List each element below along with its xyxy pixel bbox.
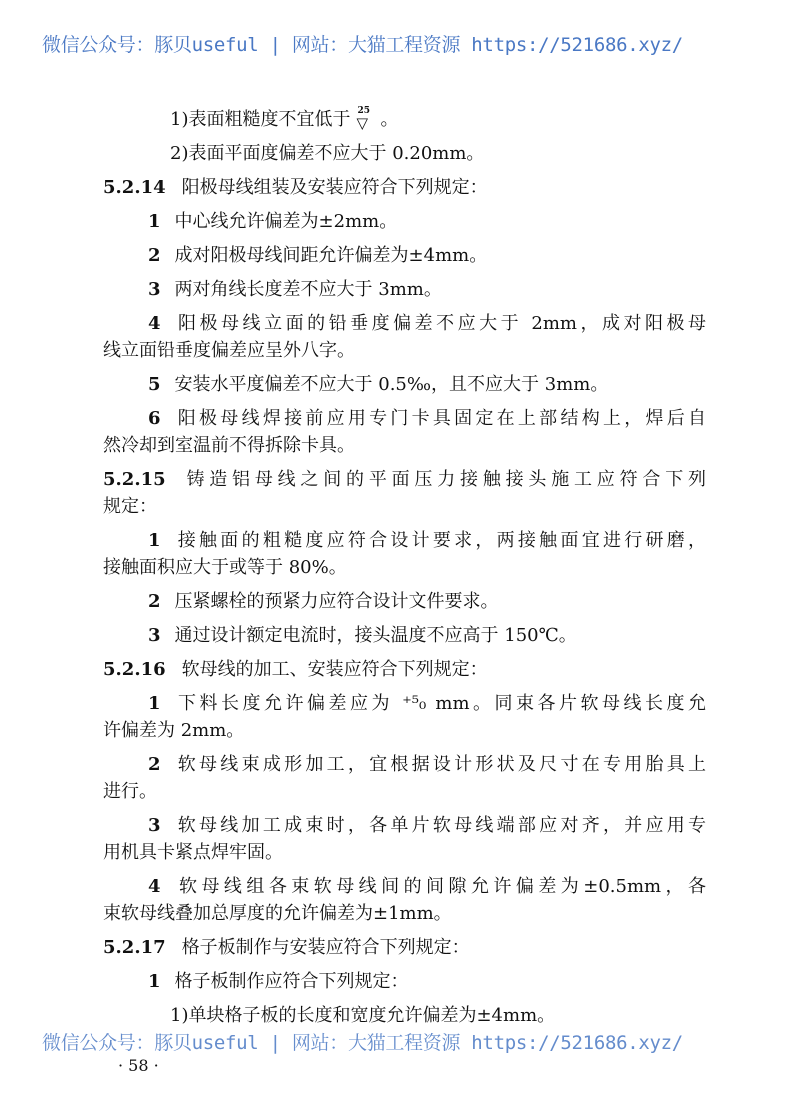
line-text: 压紧螺栓的预紧力应符合设计文件要求。 <box>174 591 499 612</box>
item-number: 2 <box>148 754 161 775</box>
sub-item <box>103 1002 706 1029</box>
document-body <box>103 106 706 1036</box>
line-text: 1)单块格子板的长度和宽度允许偏差为±4mm。 <box>170 1005 556 1026</box>
text-line <box>103 873 706 900</box>
roughness-value: 25 <box>357 106 371 116</box>
text-line <box>103 371 706 398</box>
clause-item <box>103 276 706 303</box>
line-text: 两对角线长度差不应大于 3mm。 <box>174 279 442 300</box>
line-text: 铸造铝母线之间的平面压力接触接头施工应符合下列 <box>181 469 706 490</box>
line-text: 中心线允许偏差为±2mm。 <box>174 211 398 232</box>
text-line <box>103 242 706 269</box>
text-line <box>103 690 706 717</box>
section-clause <box>103 174 706 201</box>
item-number: 3 <box>148 279 161 300</box>
line-text: 2)表面平面度偏差不应大于 0.20mm。 <box>170 143 485 164</box>
watermark-bottom: 微信公众号：豚贝useful | 网站：大猫工程资源 https://521686.xyz/ <box>42 1032 683 1054</box>
line-text: 接触面的粗糙度应符合设计要求，两接触面宜进行研磨， <box>174 530 706 551</box>
clause-item <box>103 588 706 615</box>
section-number: 5.2.17 <box>103 937 166 958</box>
text-line <box>103 968 706 995</box>
text-line <box>103 622 706 649</box>
text-line <box>103 934 706 961</box>
clause-item <box>103 622 706 649</box>
clause-item <box>103 310 706 364</box>
text-line <box>103 839 706 866</box>
text-line <box>103 405 706 432</box>
line-text: 阳极母线组装及安装应符合下列规定： <box>181 177 488 198</box>
line-text: 格子板制作与安装应符合下列规定： <box>181 937 470 958</box>
item-number: 3 <box>148 815 161 836</box>
roughness-symbol-icon <box>356 107 374 133</box>
watermark-top: 微信公众号：豚贝useful | 网站：大猫工程资源 https://521686.xyz/ <box>42 34 683 56</box>
text-line <box>103 208 706 235</box>
line-text: 线立面铅垂度偏差应呈外八字。 <box>103 340 355 361</box>
item-number: 5 <box>148 374 161 395</box>
text-line <box>103 432 706 459</box>
line-text: 进行。 <box>103 781 157 802</box>
line-text: 然冷却到室温前不得拆除卡具。 <box>103 435 355 456</box>
text-line <box>103 276 706 303</box>
line-text: 成对阳极母线间距允许偏差为±4mm。 <box>174 245 488 266</box>
sub-item <box>103 140 706 167</box>
item-number: 1 <box>148 971 161 992</box>
page-number: · 58 · <box>118 1056 159 1075</box>
line-text: 束软母线叠加总厚度的允许偏差为±1mm。 <box>103 903 452 924</box>
item-number: 2 <box>148 245 161 266</box>
section-clause <box>103 656 706 683</box>
item-number: 4 <box>148 313 161 334</box>
text-line <box>103 493 706 520</box>
line-text: 安装水平度偏差不应大于 0.5‰，且不应大于 3mm。 <box>174 374 609 395</box>
text-line <box>103 900 706 927</box>
text-line <box>103 106 706 133</box>
clause-item <box>103 208 706 235</box>
clause-item <box>103 873 706 927</box>
line-text: 接触面积应大于或等于 80%。 <box>103 557 347 578</box>
line-text: 1)表面粗糙度不宜低于 <box>170 109 351 130</box>
clause-item <box>103 968 706 995</box>
text-line <box>103 337 706 364</box>
line-tail: 。 <box>380 109 399 130</box>
triangle-icon: ▽ <box>356 114 369 132</box>
clause-item <box>103 371 706 398</box>
item-number: 2 <box>148 591 161 612</box>
line-text: 软母线束成形加工，宜根据设计形状及尺寸在专用胎具上 <box>174 754 706 775</box>
line-text: 用机具卡紧点焊牢固。 <box>103 842 283 863</box>
line-text: 格子板制作应符合下列规定： <box>174 971 409 992</box>
section-number: 5.2.14 <box>103 177 166 198</box>
line-text: 规定： <box>103 496 157 517</box>
item-number: 1 <box>148 693 161 714</box>
text-line <box>103 812 706 839</box>
clause-item <box>103 405 706 459</box>
sub-item <box>103 106 706 133</box>
text-line <box>103 174 706 201</box>
text-line <box>103 588 706 615</box>
line-text: 软母线的加工、安装应符合下列规定： <box>181 659 488 680</box>
clause-item <box>103 751 706 805</box>
text-line <box>103 466 706 493</box>
clause-item <box>103 527 706 581</box>
item-number: 4 <box>148 876 161 897</box>
line-text: 许偏差为 2mm。 <box>103 720 245 741</box>
line-text: 阳极母线焊接前应用专门卡具固定在上部结构上，焊后自 <box>174 408 706 429</box>
section-number: 5.2.15 <box>103 469 166 490</box>
line-text: 下料长度允许偏差应为 ⁺⁵₀ mm。同束各片软母线长度允 <box>174 693 706 714</box>
text-line <box>103 778 706 805</box>
text-line <box>103 140 706 167</box>
item-number: 6 <box>148 408 161 429</box>
clause-item <box>103 812 706 866</box>
text-line <box>103 1002 706 1029</box>
section-clause <box>103 934 706 961</box>
section-clause <box>103 466 706 520</box>
text-line <box>103 751 706 778</box>
text-line <box>103 554 706 581</box>
line-text: 通过设计额定电流时，接头温度不应高于 150℃。 <box>174 625 577 646</box>
text-line <box>103 310 706 337</box>
text-line <box>103 717 706 744</box>
clause-item <box>103 690 706 744</box>
item-number: 1 <box>148 211 161 232</box>
text-line <box>103 527 706 554</box>
line-text: 软母线组各束软母线间的间隙允许偏差为±0.5mm，各 <box>174 876 706 897</box>
clause-item <box>103 242 706 269</box>
section-number: 5.2.16 <box>103 659 166 680</box>
text-line <box>103 656 706 683</box>
item-number: 1 <box>148 530 161 551</box>
line-text: 阳极母线立面的铅垂度偏差不应大于 2mm，成对阳极母 <box>174 313 706 334</box>
line-text: 软母线加工成束时，各单片软母线端部应对齐，并应用专 <box>174 815 706 836</box>
item-number: 3 <box>148 625 161 646</box>
